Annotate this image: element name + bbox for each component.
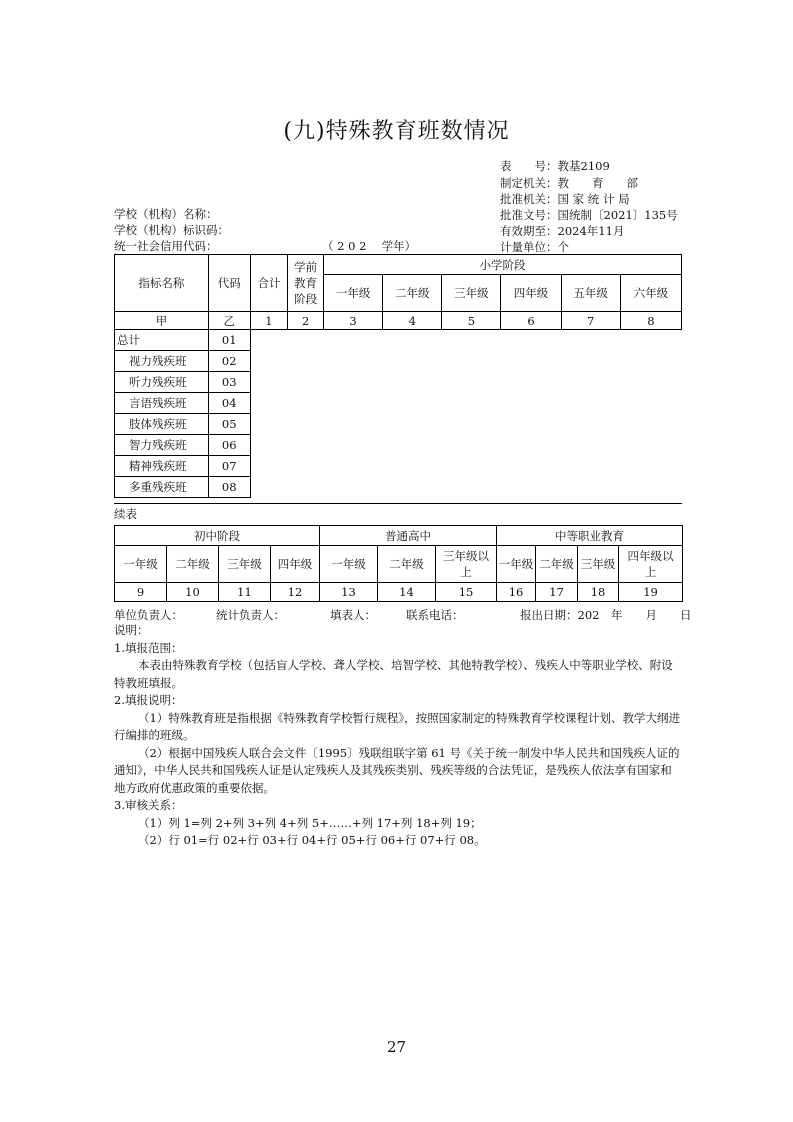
section-1-body: 本表由特殊教育学校（包括盲人学校、聋人学校、培智学校、其他特教学校）、残疾人中等职业学校、附设特教班填报。 bbox=[114, 658, 673, 690]
index-cell: 7 bbox=[561, 312, 620, 330]
section-1-title: 1.填报范围： bbox=[114, 640, 183, 655]
group-junior-high: 初中阶段 bbox=[115, 526, 320, 546]
group-vocational: 中等职业教育 bbox=[497, 526, 683, 546]
index-cell: 5 bbox=[442, 312, 501, 330]
row-name: 言语残疾班 bbox=[115, 393, 209, 414]
index-cell: 11 bbox=[219, 583, 271, 602]
grade-header: 三年级 bbox=[219, 546, 271, 583]
report-date-label: 报出日期：202 年 月 日 bbox=[520, 608, 692, 622]
index-cell: 1 bbox=[250, 312, 288, 330]
notes-section bbox=[114, 622, 682, 850]
header-grade-2: 二年级 bbox=[383, 275, 442, 312]
row-code: 02 bbox=[208, 351, 250, 372]
phone-label: 联系电话： bbox=[406, 608, 464, 622]
section-2-para-2: （2）根据中国残疾人联合会文件〔1995〕残联组联字第 61 号《关于统一制发中华人民共和国残疾人证的通知》，中华人民共和国残疾人证是认定残疾人及其残疾类别、残疾等级的合法凭证，是残疾人依法享有国家和地方政府优惠政策的重要依据。 bbox=[114, 745, 680, 795]
approving-authority: 批准机关：国 家 统 计 局 bbox=[500, 192, 630, 206]
index-cell: 14 bbox=[378, 583, 436, 602]
index-cell: 19 bbox=[619, 583, 683, 602]
header-grade-4: 四年级 bbox=[501, 275, 561, 312]
row-code: 07 bbox=[208, 456, 250, 477]
index-cell: 17 bbox=[536, 583, 578, 602]
section-2-para-1: （1）特殊教育班是指根据《特殊教育学校暂行规程》，按照国家制定的特殊教育学校课程计划、教学大纲进行编排的班级。 bbox=[114, 710, 681, 742]
row-code: 08 bbox=[208, 477, 250, 498]
valid-until: 有效期至：2024年11月 bbox=[500, 224, 625, 238]
index-cell: 15 bbox=[436, 583, 497, 602]
header-preschool: 学前 教育 阶段 bbox=[288, 255, 324, 312]
section-3-title: 3.审核关系： bbox=[114, 798, 183, 812]
row-name: 视力残疾班 bbox=[115, 351, 209, 372]
issuing-authority: 制定机关：教 育 部 bbox=[500, 176, 638, 190]
index-cell: 16 bbox=[497, 583, 536, 602]
school-year-label: （ 2 0 2 学年） bbox=[322, 239, 417, 253]
stat-head-label: 统计负责人： bbox=[216, 608, 285, 622]
index-cell: 13 bbox=[320, 583, 378, 602]
unit-head-label: 单位负责人： bbox=[114, 608, 183, 622]
filler-label: 填表人： bbox=[330, 608, 376, 622]
row-code: 03 bbox=[208, 372, 250, 393]
grade-header: 一年级 bbox=[320, 546, 378, 583]
header-total: 合计 bbox=[250, 255, 288, 312]
header-grade-6: 六年级 bbox=[620, 275, 681, 312]
special-class-table bbox=[114, 254, 682, 498]
credit-code-label: 统一社会信用代码： bbox=[114, 239, 218, 253]
group-senior-high: 普通高中 bbox=[320, 526, 497, 546]
school-id-label: 学校（机构）标识码： bbox=[114, 223, 229, 237]
row-code: 04 bbox=[208, 393, 250, 414]
continued-table bbox=[114, 525, 683, 602]
index-cell: 乙 bbox=[208, 312, 250, 330]
index-cell: 10 bbox=[167, 583, 219, 602]
school-name-label: 学校（机构）名称： bbox=[114, 207, 218, 221]
grade-header: 二年级 bbox=[536, 546, 578, 583]
row-code: 05 bbox=[208, 414, 250, 435]
index-cell: 4 bbox=[383, 312, 442, 330]
page-title: (九)特殊教育班数情况 bbox=[283, 119, 510, 144]
row-name: 精神残疾班 bbox=[115, 456, 209, 477]
table-bottom-rule bbox=[114, 503, 682, 504]
header-grade-1: 一年级 bbox=[324, 275, 383, 312]
grade-header: 二年级 bbox=[167, 546, 219, 583]
index-cell: 6 bbox=[501, 312, 561, 330]
index-cell: 2 bbox=[288, 312, 324, 330]
grade-header-3plus: 三年级以 上 bbox=[436, 546, 497, 583]
row-name: 听力残疾班 bbox=[115, 372, 209, 393]
row-name: 总计 bbox=[115, 330, 209, 351]
index-cell: 3 bbox=[324, 312, 383, 330]
measure-unit: 计量单位：个 bbox=[500, 240, 569, 254]
approval-number: 批准文号：国统制〔2021〕135号 bbox=[500, 208, 678, 222]
grade-header: 四年级 bbox=[271, 546, 320, 583]
section-3-para-1: （1）列 1=列 2+列 3+列 4+列 5+……+列 17+列 18+列 19； bbox=[138, 815, 482, 830]
grade-header: 一年级 bbox=[115, 546, 167, 583]
index-cell: 18 bbox=[578, 583, 619, 602]
header-code: 代码 bbox=[208, 255, 250, 312]
row-name: 多重残疾班 bbox=[115, 477, 209, 498]
data-area bbox=[250, 330, 681, 498]
grade-header-4plus: 四年级以 上 bbox=[619, 546, 683, 583]
section-2-title: 2.填报说明： bbox=[114, 693, 183, 707]
row-name: 智力残疾班 bbox=[115, 435, 209, 456]
row-code: 06 bbox=[208, 435, 250, 456]
continued-label: 续表 bbox=[114, 507, 137, 521]
row-code: 01 bbox=[208, 330, 250, 351]
row-name: 肢体残疾班 bbox=[115, 414, 209, 435]
index-cell: 8 bbox=[620, 312, 681, 330]
section-3-para-2: （2）行 01=行 02+行 03+行 04+行 05+行 06+行 07+行 08。 bbox=[138, 833, 486, 847]
header-indicator: 指标名称 bbox=[115, 255, 209, 312]
index-cell: 9 bbox=[115, 583, 167, 602]
grade-header: 二年级 bbox=[378, 546, 436, 583]
index-cell: 12 bbox=[271, 583, 320, 602]
grade-header: 三年级 bbox=[578, 546, 619, 583]
index-cell: 甲 bbox=[115, 312, 209, 330]
page-number: 27 bbox=[386, 1038, 407, 1056]
header-grade-3: 三年级 bbox=[442, 275, 501, 312]
header-grade-5: 五年级 bbox=[561, 275, 620, 312]
notes-heading: 说明： bbox=[114, 623, 149, 637]
table-number: 表 号：教基2109 bbox=[500, 159, 610, 173]
grade-header: 一年级 bbox=[497, 546, 536, 583]
header-primary-stage: 小学阶段 bbox=[324, 255, 682, 275]
